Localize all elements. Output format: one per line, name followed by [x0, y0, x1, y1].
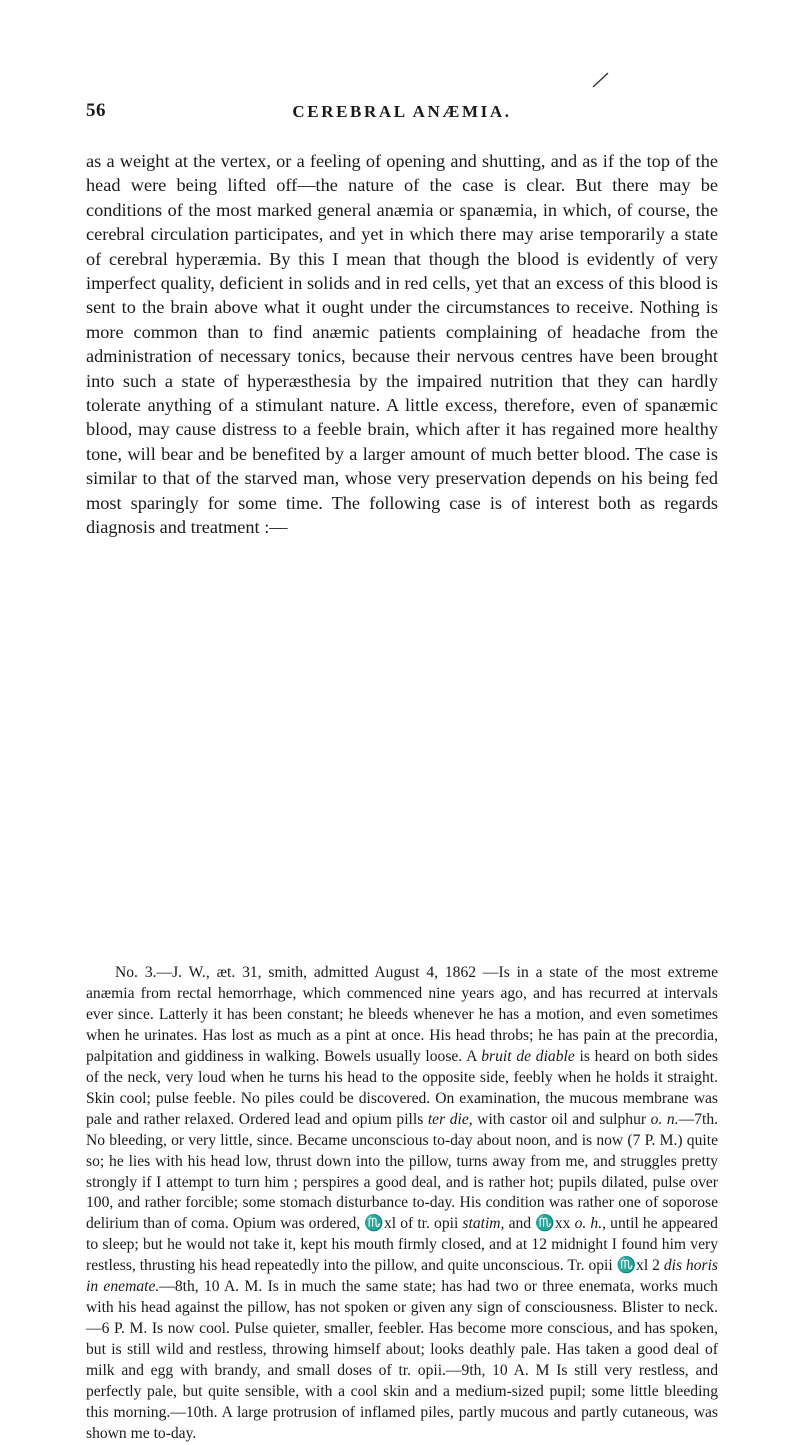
case-text-5: and ♏xx: [504, 1215, 575, 1233]
running-head: CEREBRAL ANÆMIA.: [292, 102, 512, 121]
body-paragraph: as a weight at the vertex, or a feeling of opening and shutting, and as if the top of the head were being lifted off—the nature of the case is clear. But there may be conditions of the most marked general anæmia or spanæmia, in which, of course, the cerebral circulation participates, and yet in which there may arise temporarily a state of cerebral hyperæmia. By this I mean that though the blood is evidently of very imperfect quality, deficient in solids and in red cells, yet that an excess of this blood is sent to the brain above what it ought under the circumstances to receive. Nothing is more common than to find anæmic patients complaining of headache from the administration of necessary tonics, because their nervous centres have been brought into such a state of hyperæsthesia by the impaired nutrition that they can hardly tolerate anything of a stimulant nature. A little excess, therefore, even of spanæmic blood, may cause distress to a feeble brain, which after it has regained more healthy tone, will bear and be benefited by a larger amount of much better blood. The case is similar to that of the starved man, whose very preservation depends on his being fed most sparingly for some time. The following case is of interest both as regards diagnosis and treatment :—: [86, 151, 718, 538]
main-text: [86, 149, 718, 540]
case-italic-bruit: bruit de diable: [481, 1047, 575, 1065]
case-text-2: is heard on both sides of the neck, very loud when he turns his head to the opposite side, feebly when he holds it straight. Skin cool; pulse feeble. No piles could be discovered. On examination, the mucous membrane was pale and rather relaxed. Ordered lead and opium pills: [86, 1047, 719, 1128]
page-number: 56: [86, 100, 106, 121]
pencil-tick-mark: [591, 70, 611, 90]
case-italic-ter-die: ter die,: [427, 1110, 473, 1128]
case-text-4: —7th. No bleeding, or very little, since. Became unconscious to-day about noon, and is now (7 P. M.) quite so; he lies with his head low, thrust down into the pillow, turns away from me, and struggles pretty strongly if I attempt to turn him ; perspires a good deal, and is rather hot; pupils dilated, pulse over 100, and rather forcible; some stomach disturbance to-day. His condition was rather one of soporose delirium than of coma. Opium was ordered, ♏xl of tr. opii: [86, 1110, 719, 1233]
case-text-6: until he appeared to sleep; but he would not take it, kept his mouth firmly closed, and at 12 midnight I found him very restless, thrusting his head repeatedly into the pillow, and quite unconscious. Tr. opii ♏xl 2: [86, 1215, 718, 1275]
page-header: [86, 100, 718, 128]
case-report: [86, 963, 718, 1445]
case-text-7: —8th, 10 A. M. Is in much the same state; has had two or three enemata, works much with his head against the pillow, has not spoken or given any sign of consciousness. Blister to neck. —6 P. M. Is now cool. Pulse quieter, smaller, feebler. Has become more conscious, and has spoken, but is still wild and restless, throwing himself about; looks deathly pale. Has taken a good deal of milk and egg with brandy, and small doses of tr. opii.—9th, 10 A. M Is still very restless, and perfectly pale, but quite sensible, with a cool skin and a medium-sized pupil; some little bleeding this morning.—10th. A large protrusion of inflamed piles, partly mucous and partly cutaneous, was shown me to-day.: [86, 1278, 718, 1442]
case-text-1: No. 3.—J. W., æt. 31, smith, admitted August 4, 1862 —Is in a state of the most extreme anæmia from rectal hemorrhage, which commenced nine years ago, and has recurred at intervals ever since. Latterly it has been constant; he bleeds whenever he has a motion, and even sometimes when he urinates. Has lost as much as a pint at once. His head throbs; he has pain at the precordia, palpitation and giddiness in walking. Bowels usually loose. A: [86, 964, 718, 1065]
case-italic-o-h: o. h.,: [574, 1215, 607, 1233]
case-report-paragraph: [86, 963, 718, 1445]
case-italic-dis-horis: dis horis in enemate.: [86, 1257, 718, 1296]
case-italic-statim: statim,: [462, 1215, 505, 1233]
case-italic-o-n: o. n.: [650, 1110, 679, 1128]
case-text-3: with castor oil and sulphur: [472, 1110, 651, 1128]
